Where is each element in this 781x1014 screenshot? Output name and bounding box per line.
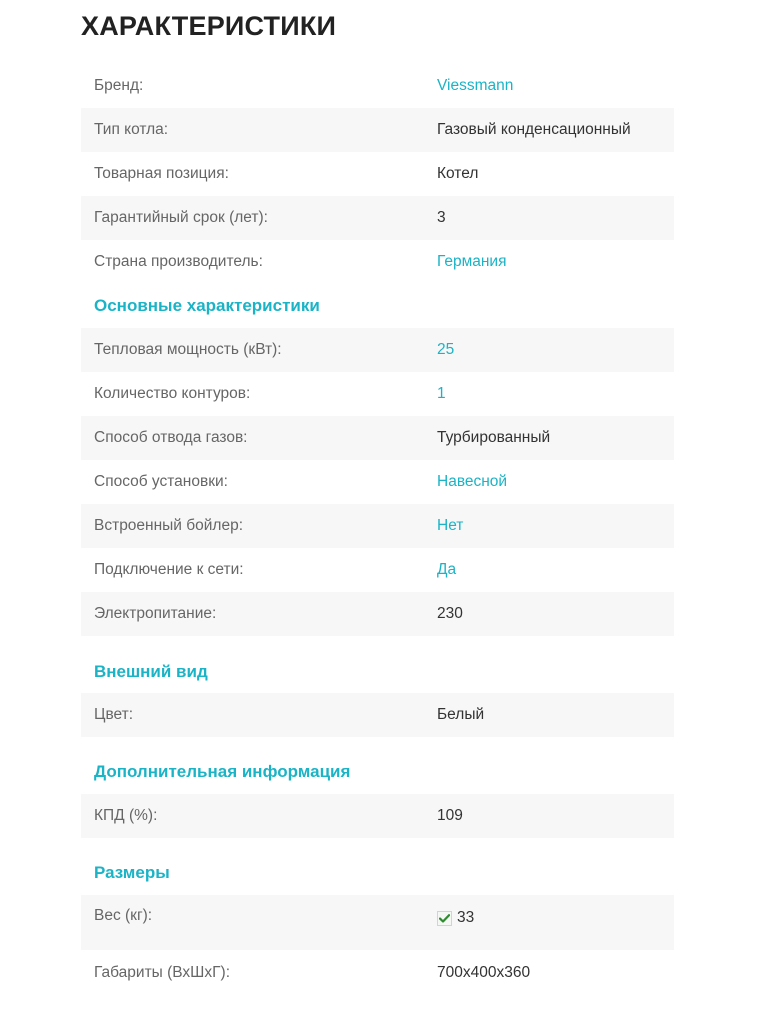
spec-label: Габариты (ВхШхГ):: [94, 964, 231, 981]
spec-label: Товарная позиция:: [94, 165, 229, 182]
spec-row-product-position: [81, 152, 674, 196]
brand-link[interactable]: Viessmann: [437, 77, 514, 94]
spec-row-heat-power: [81, 328, 674, 372]
spec-value: 3: [437, 209, 446, 226]
spec-label: Страна производитель:: [94, 253, 263, 270]
spec-row-exhaust: [81, 416, 674, 460]
spec-label: Встроенный бойлер:: [94, 517, 244, 534]
built-in-boiler-link[interactable]: Нет: [437, 517, 464, 534]
spec-label: Вес (кг):: [94, 907, 153, 924]
spec-label: Количество контуров:: [94, 385, 251, 402]
spec-row-brand: [81, 64, 674, 108]
spec-value-weight: [437, 907, 674, 927]
spec-label: Способ отвода газов:: [94, 429, 248, 446]
heat-power-link[interactable]: 25: [437, 341, 455, 358]
spec-row-mounting: [81, 460, 674, 504]
circuits-link[interactable]: 1: [437, 385, 446, 402]
spec-row-dimensions: [81, 950, 674, 996]
spec-row-network: [81, 548, 674, 592]
spec-value: 109: [437, 807, 463, 824]
country-link[interactable]: Германия: [437, 253, 507, 270]
section-heading-appearance: Внешний вид: [94, 661, 208, 681]
spec-label: Тип котла:: [94, 121, 169, 138]
spec-row-color: [81, 693, 674, 737]
spec-label: Подключение к сети:: [94, 561, 244, 578]
spec-label: Тепловая мощность (кВт):: [94, 341, 282, 358]
spec-value: 230: [437, 605, 463, 622]
spec-label: КПД (%):: [94, 807, 158, 824]
mounting-link[interactable]: Навесной: [437, 473, 508, 490]
spec-label: Гарантийный срок (лет):: [94, 209, 268, 226]
section-heading-sizes: Размеры: [94, 862, 170, 882]
spec-row-efficiency: [81, 794, 674, 838]
spec-row-boiler-type: [81, 108, 674, 152]
network-link[interactable]: Да: [437, 561, 457, 578]
spec-value: 700x400x360: [437, 964, 531, 981]
spec-row-country: [81, 240, 674, 284]
spec-row-weight: [81, 895, 674, 950]
page-title: ХАРАКТЕРИСТИКИ: [81, 11, 337, 41]
spec-row-warranty: [81, 196, 674, 240]
specs-table: [81, 64, 674, 996]
weight-value: 33: [457, 909, 475, 926]
spec-value: Белый: [437, 706, 485, 723]
checkmark-icon: [437, 911, 452, 926]
spec-value: Турбированный: [437, 429, 551, 446]
section-heading-main: Основные характеристики: [94, 296, 320, 315]
spec-label: Способ установки:: [94, 473, 228, 490]
spec-value: Газовый конденсационный: [437, 121, 631, 138]
spec-row-power-supply: [81, 592, 674, 636]
spec-label: Бренд:: [94, 77, 144, 94]
spec-row-circuits: [81, 372, 674, 416]
spec-value: Котел: [437, 165, 479, 182]
section-heading-extra: Дополнительная информация: [94, 761, 351, 781]
spec-label: Электропитание:: [94, 605, 217, 622]
spec-row-boiler: [81, 504, 674, 548]
spec-label: Цвет:: [94, 706, 134, 723]
